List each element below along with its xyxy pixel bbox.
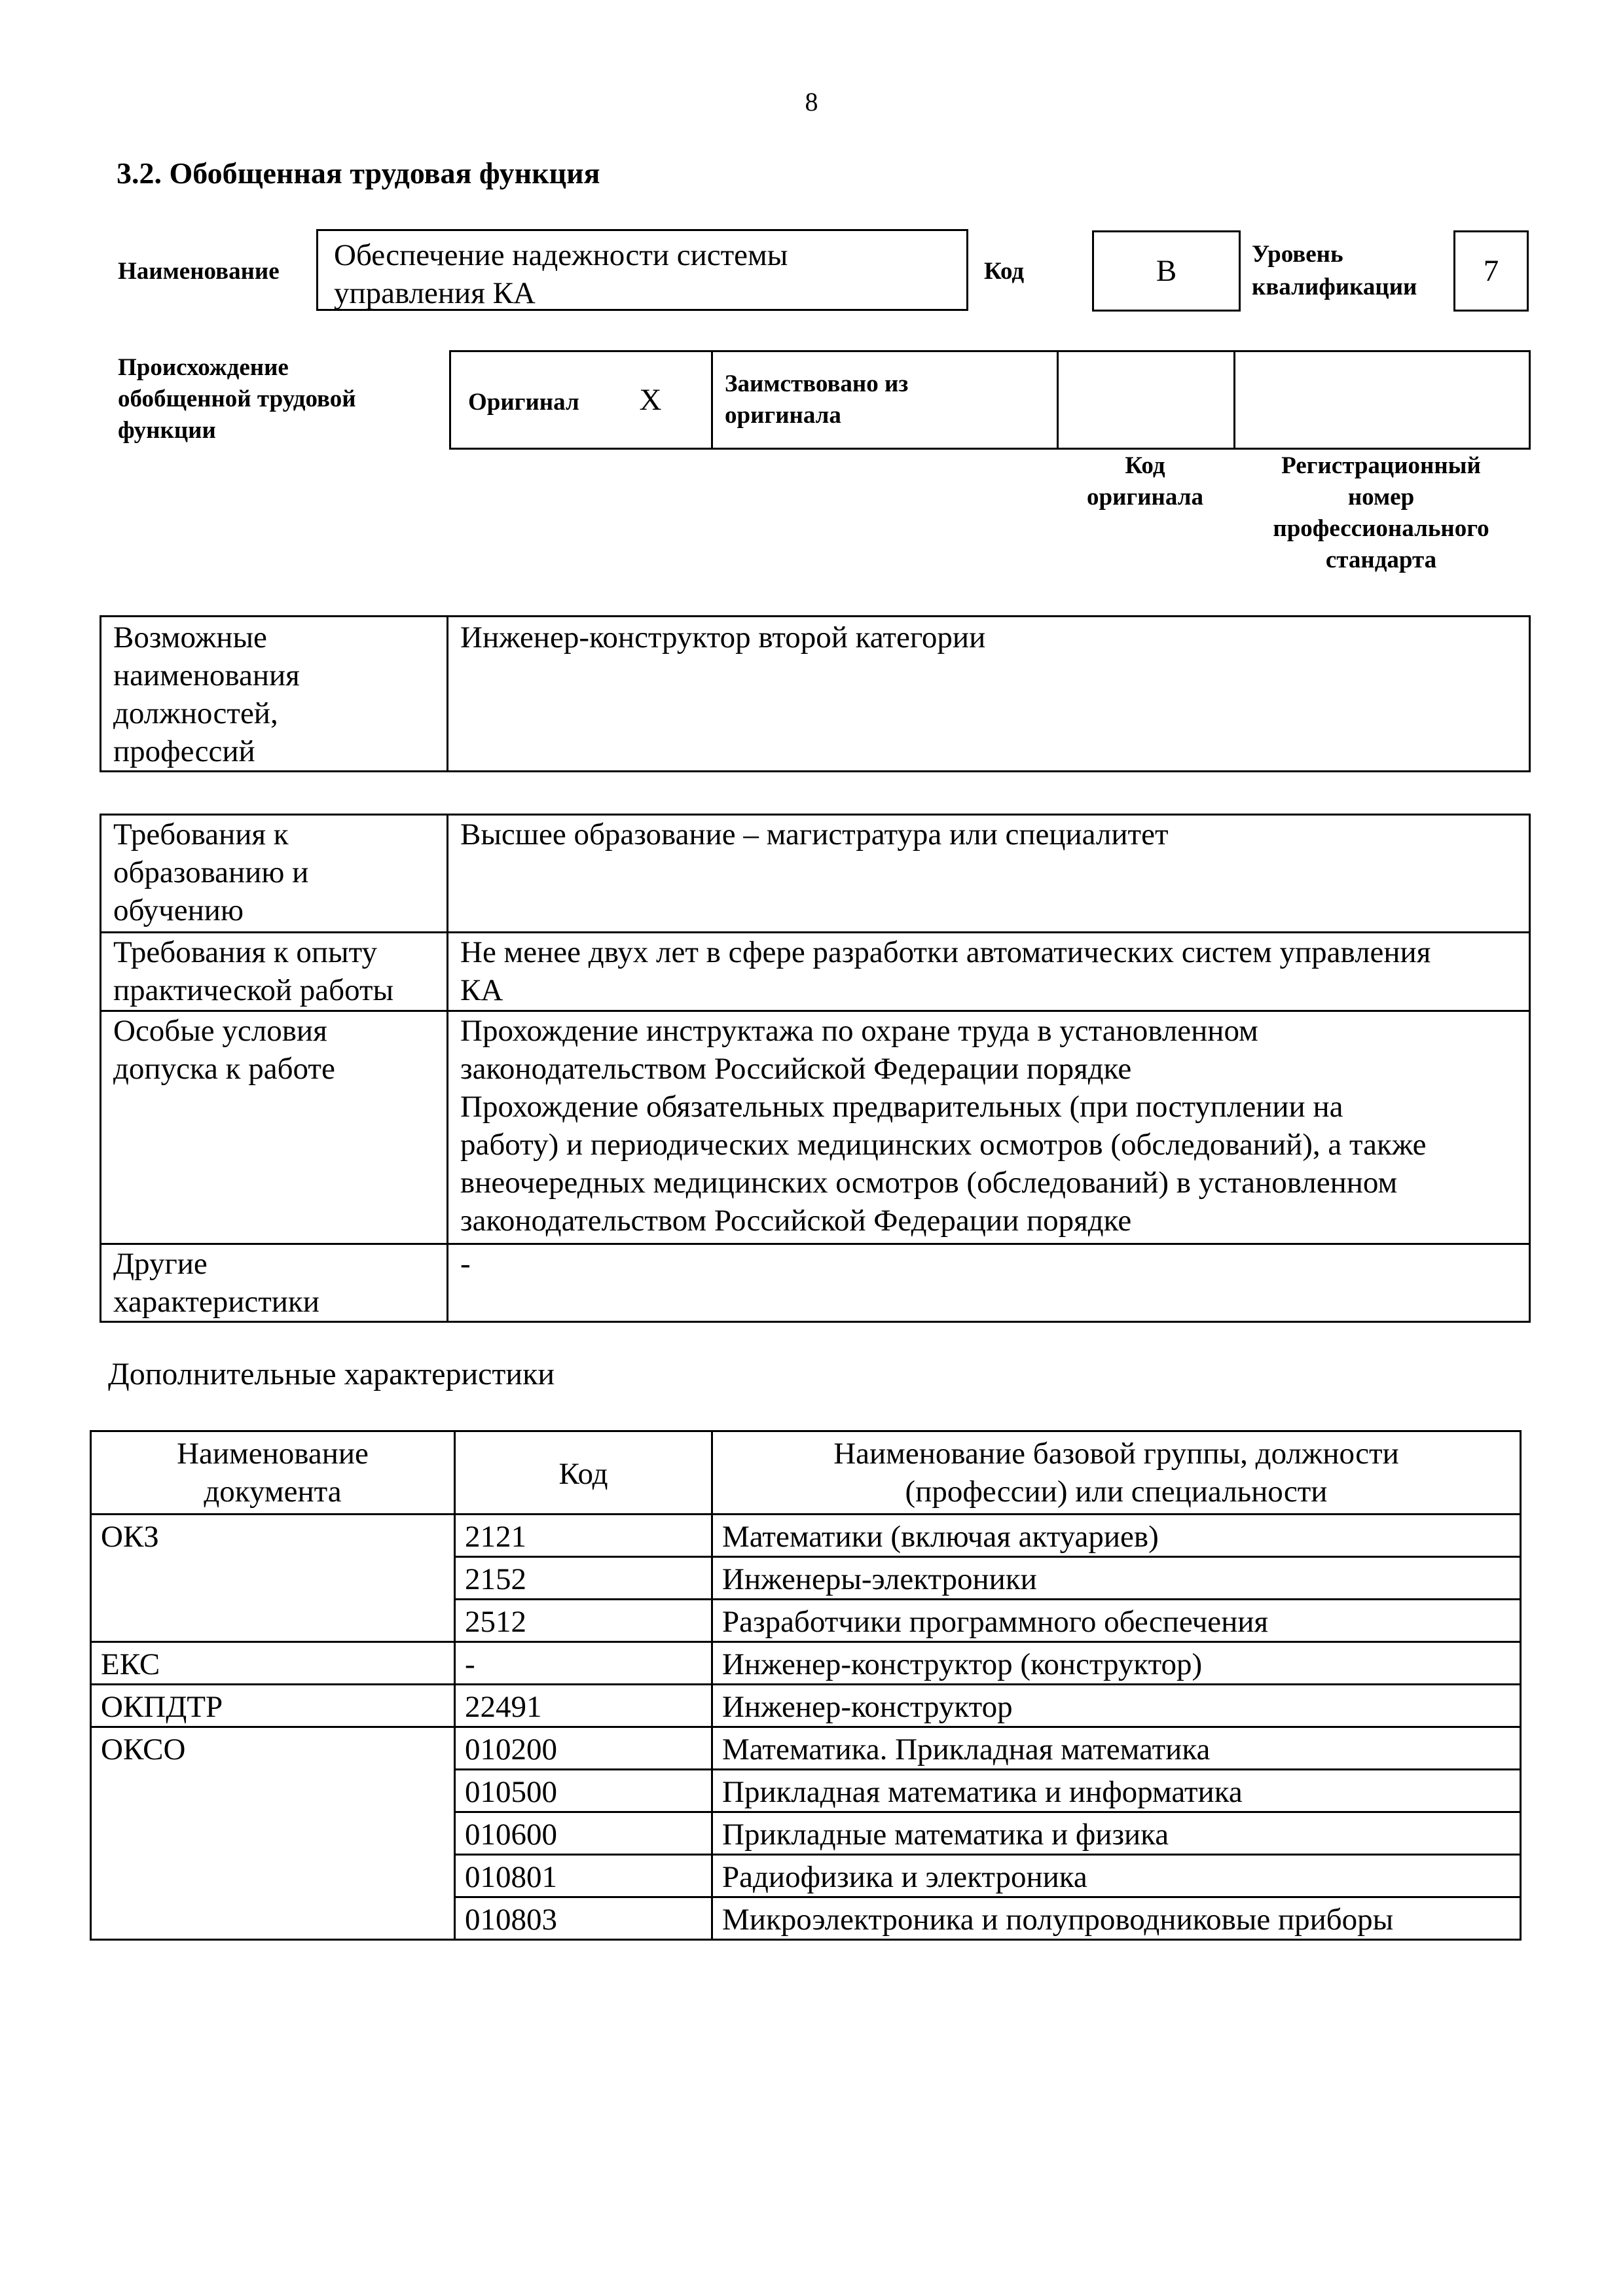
table-row (91, 1600, 1521, 1642)
positions-table (100, 615, 1531, 772)
level-label-2: квалификации (1252, 274, 1417, 300)
reg-caption-3: профессионального (1273, 515, 1489, 542)
col-doc-header (91, 1431, 455, 1515)
special-value-1: Прохождение инструктажа по охране труда в установленном (460, 1014, 1258, 1048)
code-caption-1: Код (1125, 452, 1165, 479)
code-cell: 010600 (455, 1812, 712, 1855)
reg-caption-4: стандарта (1325, 547, 1437, 573)
other-value: - (460, 1247, 471, 1281)
code-cell: 2512 (455, 1600, 712, 1642)
positions-value-cell (448, 617, 1530, 772)
table-row (91, 1557, 1521, 1600)
code-cell: 010500 (455, 1770, 712, 1812)
section-title: 3.2. Обобщенная трудовая функция (117, 156, 600, 190)
education-label-cell (101, 815, 448, 933)
name-cell: Математики (включая актуариев) (712, 1515, 1521, 1557)
positions-value: Инженер-конструктор второй категории (460, 620, 986, 655)
doc-cell (91, 1557, 455, 1600)
special-label-cell (101, 1011, 448, 1244)
name-cell: Разработчики программного обеспечения (712, 1600, 1521, 1642)
col-doc-1: Наименование (177, 1437, 369, 1471)
doc-cell (91, 1897, 455, 1940)
table-row (91, 1897, 1521, 1940)
special-value-2: законодательством Российской Федерации порядке (460, 1052, 1132, 1086)
other-label-2: характеристики (113, 1285, 319, 1319)
name-cell: Микроэлектроника и полупроводниковые приборы (712, 1897, 1521, 1940)
doc-cell: ЕКС (91, 1642, 455, 1685)
origin-reg-cell (1235, 351, 1530, 449)
code-cell: 010200 (455, 1727, 712, 1770)
origin-original-cell (450, 351, 712, 449)
other-value-cell (448, 1244, 1530, 1322)
special-label-1: Особые условия (113, 1014, 327, 1048)
experience-value-1: Не менее двух лет в сфере разработки автоматических систем управления (460, 935, 1431, 969)
code-cell: 22491 (455, 1685, 712, 1727)
code-cell: - (455, 1642, 712, 1685)
name-box (316, 229, 968, 311)
table-row (91, 1812, 1521, 1855)
name-cell: Прикладная математика и информатика (712, 1770, 1521, 1812)
experience-label-cell (101, 933, 448, 1011)
level-box (1453, 230, 1529, 312)
education-value: Высшее образование – магистратура или специалитет (460, 817, 1169, 852)
name-cell: Инженер-конструктор (конструктор) (712, 1642, 1521, 1685)
origin-borrowed-cell (712, 351, 1058, 449)
reg-caption-1: Регистрационный (1281, 452, 1481, 479)
origin-label-3: функции (118, 417, 216, 444)
special-value-cell (448, 1011, 1530, 1244)
origin-code-cell (1058, 351, 1235, 449)
education-label-3: обучению (113, 893, 244, 927)
education-label-2: образованию и (113, 855, 309, 889)
requirements-table (100, 814, 1531, 1323)
table-row (91, 1515, 1521, 1557)
special-value-3: Прохождение обязательных предварительных (при поступлении на (460, 1090, 1343, 1124)
col-name-header (712, 1431, 1521, 1515)
code-cell: 2121 (455, 1515, 712, 1557)
origin-label (118, 352, 356, 446)
code-cell: 2152 (455, 1557, 712, 1600)
borrowed-label-1: Заимствовано из (725, 370, 909, 397)
code-cell: 010801 (455, 1855, 712, 1897)
other-label-cell (101, 1244, 448, 1322)
origin-label-2: обобщенной трудовой (118, 386, 356, 412)
education-label-1: Требования к (113, 817, 289, 852)
additional-rows (91, 1515, 1521, 1940)
origin-table (449, 350, 1531, 450)
additional-table (90, 1430, 1522, 1941)
code-cell: 010803 (455, 1897, 712, 1940)
code-caption-2: оригинала (1087, 484, 1203, 511)
doc-cell (91, 1812, 455, 1855)
name-cell: Инженер-конструктор (712, 1685, 1521, 1727)
reg-caption-2: номер (1347, 484, 1415, 511)
code-box (1092, 230, 1241, 312)
positions-label-4: профессий (113, 734, 255, 768)
level-value: 7 (1483, 254, 1499, 288)
special-label-2: допуска к работе (113, 1052, 335, 1086)
doc-cell (91, 1600, 455, 1642)
code-value: B (1156, 254, 1177, 288)
special-value-4: работу) и периодических медицинских осмотров (обследований), а также (460, 1128, 1427, 1162)
additional-title: Дополнительные характеристики (108, 1357, 555, 1391)
table-row (91, 1770, 1521, 1812)
col-code: Код (558, 1457, 608, 1491)
positions-label-1: Возможные (113, 620, 267, 655)
original-label: Оригинал (468, 389, 579, 416)
positions-label-cell (101, 617, 448, 772)
code-label: Код (984, 258, 1025, 285)
doc-cell: ОКЗ (91, 1515, 455, 1557)
name-cell: Инженеры-электроники (712, 1557, 1521, 1600)
level-label-1: Уровень (1252, 241, 1343, 268)
experience-value-2: КА (460, 973, 503, 1007)
doc-cell: ОКСО (91, 1727, 455, 1770)
education-value-cell (448, 815, 1530, 933)
table-row (91, 1642, 1521, 1685)
name-cell: Радиофизика и электроника (712, 1855, 1521, 1897)
doc-cell (91, 1770, 455, 1812)
name-cell: Прикладные математика и физика (712, 1812, 1521, 1855)
name-value: Обеспечение надежности системы управления КА (334, 238, 788, 310)
positions-label-3: должностей, (113, 696, 278, 730)
col-name-1: Наименование базовой группы, должности (833, 1437, 1399, 1471)
table-row (91, 1685, 1521, 1727)
experience-label-2: практической работы (113, 973, 394, 1007)
table-row (91, 1727, 1521, 1770)
special-value-5: внеочередных медицинских осмотров (обследований) в установленном (460, 1166, 1398, 1200)
doc-cell (91, 1855, 455, 1897)
name-label: Наименование (118, 258, 280, 285)
experience-label-1: Требования к опыту (113, 935, 378, 969)
experience-value-cell (448, 933, 1530, 1011)
doc-cell: ОКПДТР (91, 1685, 455, 1727)
special-value-6: законодательством Российской Федерации порядке (460, 1204, 1132, 1238)
col-code-header (455, 1431, 712, 1515)
borrowed-label-2: оригинала (725, 402, 841, 429)
level-label (1252, 238, 1417, 304)
code-caption (1057, 450, 1233, 513)
reg-caption (1233, 450, 1529, 576)
col-name-2: (профессии) или специальности (905, 1475, 1328, 1509)
origin-label-1: Происхождение (118, 354, 289, 381)
positions-label-2: наименования (113, 658, 300, 692)
table-row (91, 1855, 1521, 1897)
other-label-1: Другие (113, 1247, 208, 1281)
col-doc-2: документа (204, 1475, 342, 1509)
original-mark: X (639, 383, 662, 417)
page-number: 8 (805, 87, 818, 117)
name-cell: Математика. Прикладная математика (712, 1727, 1521, 1770)
